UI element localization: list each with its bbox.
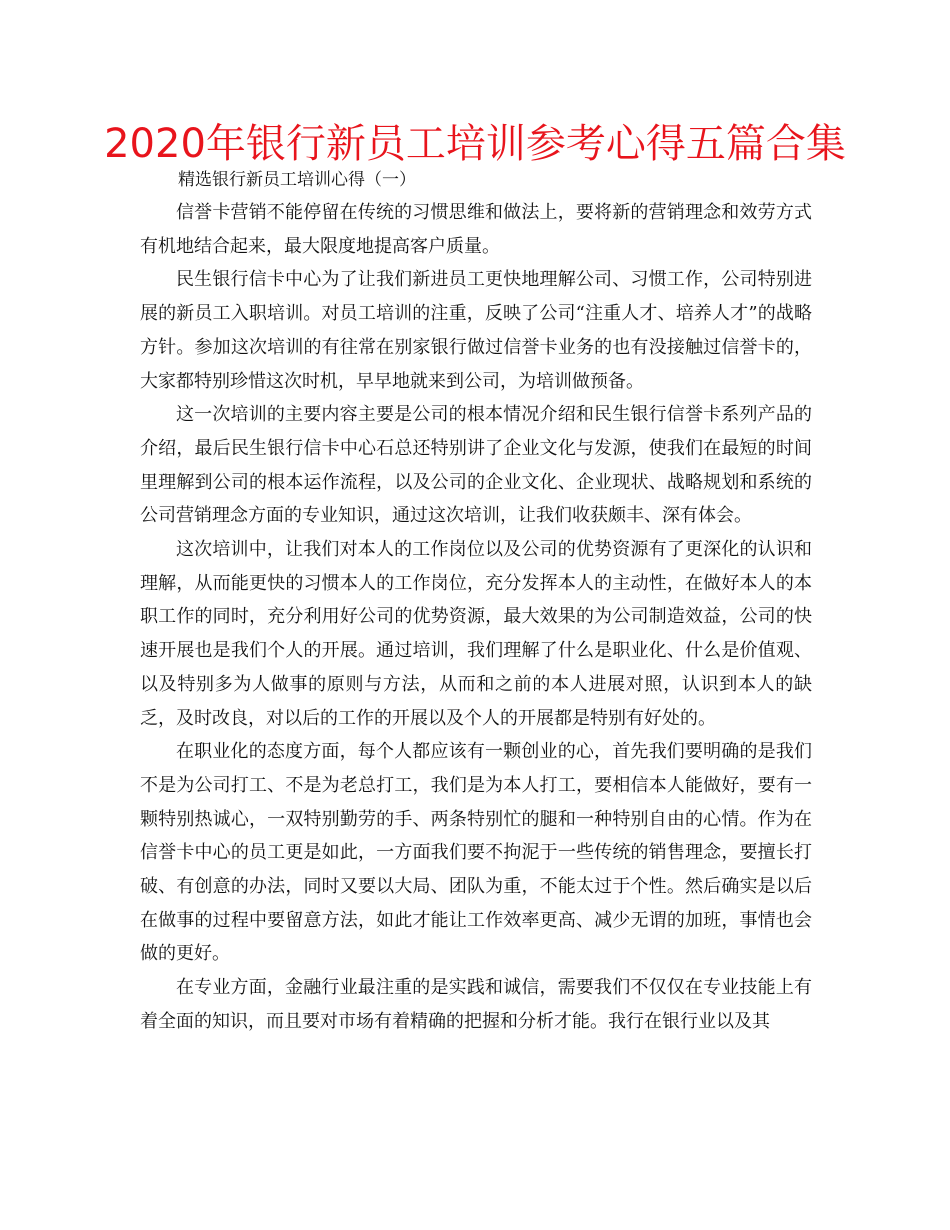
section-heading: 精选银行新员工培训心得（一）	[178, 170, 416, 190]
paragraph: 民生银行信卡中心为了让我们新进员工更快地理解公司、习惯工作，公司特别进展的新员工入职培训。对员工培训的注重，反映了公司“注重人才、培养人才”的战略方针。参加这次培训的有往常在别家银行做过信誉卡业务的也有没接触过信誉卡的，大家都特别珍惜这次时机，早早地就来到公司，为培训做预备。	[140, 269, 812, 392]
paragraph: 这一次培训的主要内容主要是公司的根本情况介绍和民生银行信誉卡系列产品的介绍，最后民生银行信卡中心石总还特别讲了企业文化与发源，使我们在最短的时间里理解到公司的根本运作流程，以及公司的企业文化、企业现状、战略规划和系统的公司营销理念方面的专业知识，通过这次培训，让我们收获颇丰、深有体会。	[140, 404, 812, 527]
paragraph: 在专业方面，金融行业最注重的是实践和诚信，需要我们不仅仅在专业技能上有着全面的知识，而且要对市场有着精确的把握和分析才能。我行在银行业以及其	[140, 977, 812, 1032]
document-body	[140, 196, 812, 1039]
paragraph: 信誉卡营销不能停留在传统的习惯思维和做法上，要将新的营销理念和效劳方式有机地结合起来，最大限度地提高客户质量。	[140, 202, 812, 257]
paragraph: 这次培训中，让我们对本人的工作岗位以及公司的优势资源有了更深化的认识和理解，从而能更快的习惯本人的工作岗位，充分发挥本人的主动性，在做好本人的本职工作的同时，充分利用好公司的优势资源，最大效果的为公司制造效益，公司的快速开展也是我们个人的开展。通过培训，我们理解了什么是职业化、什么是价值观、以及特别多为人做事的原则与方法，从而和之前的本人进展对照，认识到本人的缺乏，及时改良，对以后的工作的开展以及个人的开展都是特别有好处的。	[140, 539, 812, 729]
document-title: 2020年银行新员工培训参考心得五篇合集	[104, 121, 846, 167]
paragraph: 在职业化的态度方面，每个人都应该有一颗创业的心，首先我们要明确的是我们不是为公司打工、不是为老总打工，我们是为本人打工，要相信本人能做好，要有一颗特别热诚心，一双特别勤劳的手、两条特别忙的腿和一种特别自由的心情。作为在信誉卡中心的员工更是如此，一方面我们要不拘泥于一些传统的销售理念，要擅长打破、有创意的办法，同时又要以大局、团队为重，不能太过于个性。然后确实是以后在做事的过程中要留意方法，如此才能让工作效率更高、减少无谓的加班，事情也会做的更好。	[140, 741, 812, 965]
